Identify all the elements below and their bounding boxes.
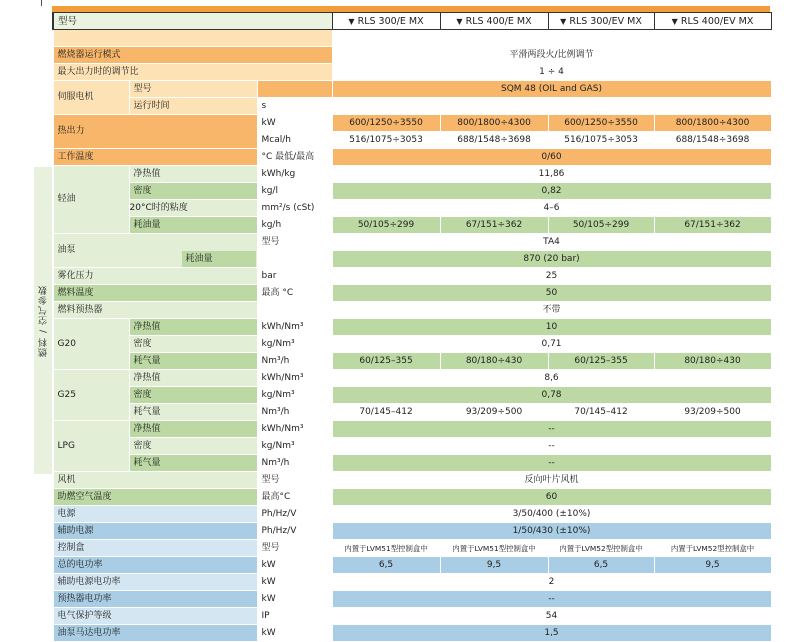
row-auxkw	[53, 574, 771, 591]
table-cell: Nm³/h	[257, 353, 332, 370]
table-cell: 50/105÷299	[332, 217, 440, 234]
table-cell: 密度	[129, 336, 257, 353]
table-cell: 600/1250÷3550	[332, 115, 440, 132]
row-g20-cal	[53, 319, 771, 336]
table-cell: 内置于LVM51型控制盒中	[440, 540, 548, 557]
empty-cell	[53, 30, 332, 47]
row-lpg-dens	[53, 438, 771, 455]
row-fueltemp	[53, 285, 771, 302]
table-cell: 0,78	[332, 387, 771, 404]
table-cell: 预热器电功率	[53, 591, 257, 608]
table-cell: 型号	[257, 234, 332, 251]
table-cell: kW	[257, 115, 332, 132]
table-cell: 688/1548÷3698	[654, 132, 771, 149]
table-cell: 70/145–412	[332, 404, 440, 421]
table-cell: 耗油量	[181, 251, 256, 268]
table-cell: 0,82	[332, 183, 771, 200]
table-cell: 控制盒	[53, 540, 257, 557]
side-section-label: 燃料 / 空气参数	[34, 167, 52, 474]
table-cell: 密度	[129, 387, 257, 404]
row-power	[53, 506, 771, 523]
table-cell: 雾化压力	[53, 268, 257, 285]
table-cell: 2	[332, 574, 771, 591]
table-cell: s	[257, 98, 332, 115]
table-cell: 耗气量	[129, 455, 257, 472]
frame-line	[41, 0, 42, 6]
table-cell: --	[332, 438, 771, 455]
row-servo-type	[53, 81, 771, 98]
row-g25-dens	[53, 387, 771, 404]
table-cell: Nm³/h	[257, 404, 332, 421]
table-cell: kWh/Nm³	[257, 421, 332, 438]
table-cell: kg/Nm³	[257, 336, 332, 353]
table-cell: 60/125–355	[332, 353, 440, 370]
table-cell: kW	[257, 574, 332, 591]
table-cell: 870 (20 bar)	[332, 251, 771, 268]
table-cell: 燃料预热器	[53, 302, 257, 319]
row-preheater	[53, 302, 771, 319]
row-g20-dens	[53, 336, 771, 353]
table-cell: 净热值	[129, 319, 257, 336]
table-cell: 工作温度	[53, 149, 257, 166]
table-cell: 伺服电机	[53, 81, 129, 115]
table-cell: 50/105÷299	[548, 217, 654, 234]
row-servo-time	[53, 98, 771, 115]
caret-down-icon: ▼	[560, 16, 567, 26]
table-cell: 电气保护等级	[53, 608, 257, 625]
table-cell: bar	[257, 268, 332, 285]
table-cell: --	[332, 591, 771, 608]
table-cell: 0,71	[332, 336, 771, 353]
table-cell: 型号	[257, 472, 332, 489]
table-cell: °C 最低/最高	[257, 149, 332, 166]
table-cell: --	[332, 421, 771, 438]
table-cell: 0/60	[332, 149, 771, 166]
row-preheatkw	[53, 591, 771, 608]
row-temp	[53, 149, 771, 166]
caret-down-icon: ▼	[671, 16, 678, 26]
table-cell: 6,5	[548, 557, 654, 574]
table-cell: 800/1800÷4300	[440, 115, 548, 132]
row-oil-dens	[53, 183, 771, 200]
table-cell: 内置于LVM52型控制盒中	[548, 540, 654, 557]
row-heat-kw	[53, 115, 771, 132]
row-totalpower	[53, 557, 771, 574]
table-cell: 净热值	[129, 370, 257, 387]
table-cell: 67/151÷362	[654, 217, 771, 234]
table-cell: 型号	[257, 540, 332, 557]
model-col-4[interactable]: ▼ RLS 400/EV MX	[654, 13, 771, 30]
table-cell: 54	[332, 608, 771, 625]
table-cell: 内置于LVM52型控制盒中	[654, 540, 771, 557]
table-cell: 20°C时的粘度	[129, 200, 257, 217]
row-g20-cons	[53, 353, 771, 370]
table-cell: 516/1075÷3053	[332, 132, 440, 149]
table-cell: kg/Nm³	[257, 387, 332, 404]
table-cell: 80/180÷430	[654, 353, 771, 370]
table-cell: 800/1800÷4300	[654, 115, 771, 132]
table-cell: 最高 °C	[257, 285, 332, 302]
row-airtemp	[53, 489, 771, 506]
table-cell: 耗气量	[129, 353, 257, 370]
table-cell: 1 ÷ 4	[332, 64, 771, 81]
table-cell: IP	[257, 608, 332, 625]
table-cell: 总的电功率	[53, 557, 257, 574]
table-cell: Mcal/h	[257, 132, 332, 149]
row-lpg-cons	[53, 455, 771, 472]
table-cell: TA4	[332, 234, 771, 251]
row-mode	[53, 47, 771, 64]
table-cell: 93/209÷500	[654, 404, 771, 421]
table-cell: 688/1548÷3698	[440, 132, 548, 149]
table-cell: 600/1250÷3550	[548, 115, 654, 132]
table-cell: 60	[332, 489, 771, 506]
table-cell: 辅助电源电功率	[53, 574, 257, 591]
table-cell: kg/h	[257, 217, 332, 234]
table-cell: 型号	[129, 81, 257, 98]
row-auxpower	[53, 523, 771, 540]
table-cell: 9,5	[654, 557, 771, 574]
table-cell: 60/125–355	[548, 353, 654, 370]
table-cell: kg/Nm³	[257, 438, 332, 455]
row-control	[53, 540, 771, 557]
table-cell: 93/209÷500	[440, 404, 548, 421]
table-cell: 助燃空气温度	[53, 489, 257, 506]
caret-down-icon: ▼	[348, 16, 355, 26]
table-cell: 密度	[129, 438, 257, 455]
model-col-2[interactable]: ▼ RLS 400/E MX	[440, 13, 548, 30]
model-col-1[interactable]: ▼ RLS 300/E MX	[332, 13, 440, 30]
row-atom	[53, 268, 771, 285]
table-cell: 密度	[129, 183, 257, 200]
row-ratio	[53, 64, 771, 81]
table-cell: 轻油	[53, 166, 129, 234]
table-cell: 平滑两段火/比例调节	[332, 47, 771, 64]
table-cell: 耗油量	[129, 217, 257, 234]
table-cell: 反向叶片风机	[332, 472, 771, 489]
row-lpg-cal	[53, 421, 771, 438]
table-cell: SQM 48 (OIL and GAS)	[332, 81, 771, 98]
table-cell: --	[332, 455, 771, 472]
table-cell: 最大出力时的调节比	[53, 64, 332, 81]
table-cell: 3/50/400 (±10%)	[332, 506, 771, 523]
table-cell: 50	[332, 285, 771, 302]
table-cell: 10	[332, 319, 771, 336]
empty-cell	[257, 81, 332, 98]
caret-down-icon: ▼	[456, 16, 463, 26]
table-cell: Nm³/h	[257, 455, 332, 472]
table-cell: 电源	[53, 506, 257, 523]
table-cell: mm²/s (cSt)	[257, 200, 332, 217]
table-cell: kWh/Nm³	[257, 370, 332, 387]
table-cell: 11,86	[332, 166, 771, 183]
table-cell: 25	[332, 268, 771, 285]
row-cutoff	[53, 625, 771, 642]
table-cell: 1,5	[332, 625, 771, 642]
table-cell: kW	[257, 625, 332, 642]
table-cell: 燃烧器运行模式	[53, 47, 332, 64]
row-g25-cal	[53, 370, 771, 387]
table-cell: kWh/kg	[257, 166, 332, 183]
table-cell: 67/151÷362	[440, 217, 548, 234]
spec-table	[52, 12, 772, 642]
table-cell: 热出力	[53, 115, 257, 149]
table-cell: 最高°C	[257, 489, 332, 506]
header-row	[53, 13, 771, 30]
table-cell: 1/50/430 (±10%)	[332, 523, 771, 540]
table-cell: 耗气量	[129, 404, 257, 421]
row-oil-visc	[53, 200, 771, 217]
row-oil-cons	[53, 217, 771, 234]
table-cell: Ph/Hz/V	[257, 523, 332, 540]
model-col-3[interactable]: ▼ RLS 300/EV MX	[548, 13, 654, 30]
table-cell: 净热值	[129, 421, 257, 438]
table-cell: 风机	[53, 472, 257, 489]
table-cell: 辅助电源	[53, 523, 257, 540]
table-cell: 9,5	[440, 557, 548, 574]
table-cell: 燃料温度	[53, 285, 257, 302]
table-cell: 油泵	[53, 234, 257, 268]
empty-cell	[257, 302, 332, 319]
table-cell: G20	[53, 319, 129, 370]
table-cell: 不带	[332, 302, 771, 319]
table-cell: kW	[257, 557, 332, 574]
table-cell: 4–6	[332, 200, 771, 217]
row-oil-cal	[53, 166, 771, 183]
table-cell: 内置于LVM51型控制盒中	[332, 540, 440, 557]
table-cell: Ph/Hz/V	[257, 506, 332, 523]
table-cell: 80/180÷430	[440, 353, 548, 370]
table-cell: 516/1075÷3053	[548, 132, 654, 149]
table-cell: kWh/Nm³	[257, 319, 332, 336]
table-cell: 70/145–412	[548, 404, 654, 421]
table-cell: kg/l	[257, 183, 332, 200]
table-cell: 运行时间	[129, 98, 257, 115]
model-header-label: 型号	[53, 13, 332, 30]
table-cell: 6,5	[332, 557, 440, 574]
row-g25-cons	[53, 404, 771, 421]
table-cell: 净热值	[129, 166, 257, 183]
table-cell: 8,6	[332, 370, 771, 387]
spacer-row	[53, 30, 771, 47]
empty-cell	[332, 98, 771, 115]
table-cell: kW	[257, 591, 332, 608]
row-ip	[53, 608, 771, 625]
table-cell: G25	[53, 370, 129, 421]
table-cell: LPG	[53, 421, 129, 472]
table-cell: 油泵马达电功率	[53, 625, 257, 642]
row-fan	[53, 472, 771, 489]
empty-cell	[332, 30, 771, 47]
row-pump-type	[53, 234, 771, 251]
